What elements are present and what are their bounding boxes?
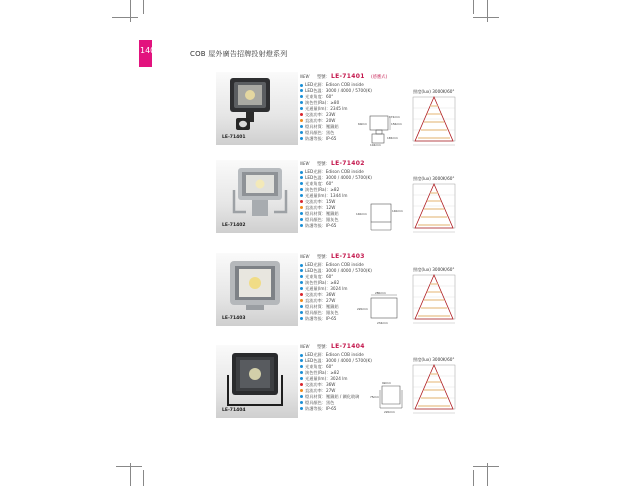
bullet-icon bbox=[300, 224, 303, 227]
product-photo bbox=[216, 345, 298, 418]
bullet-icon bbox=[300, 182, 303, 185]
model-row bbox=[300, 344, 420, 352]
bullet-icon bbox=[300, 113, 303, 116]
beam-diagram bbox=[405, 267, 465, 331]
bullet-icon bbox=[300, 365, 303, 368]
beam-title: 照度(lux) 3000K/60° bbox=[413, 357, 455, 362]
bullet-icon bbox=[300, 171, 303, 174]
spec-lumen: 光通量(lm)：3024 lm bbox=[300, 376, 420, 382]
spec-material: 燈具材質：壓鑄鋁 bbox=[300, 124, 420, 130]
spec-ip-rating: 防護等級：IP-65 bbox=[300, 316, 420, 322]
spec-lumen: 光通量(lm)：2345 lm bbox=[300, 106, 420, 112]
crop-mark-bottom-right-v bbox=[473, 470, 474, 486]
beam-diagram bbox=[405, 176, 465, 240]
page-title: COB 屋外廣告招牌投射燈系列 bbox=[190, 50, 288, 58]
bullet-icon bbox=[300, 401, 303, 404]
bullet-icon bbox=[300, 218, 303, 221]
model-note: (感應式) bbox=[371, 75, 388, 80]
bullet-icon bbox=[300, 131, 303, 134]
bullet-icon bbox=[300, 125, 303, 128]
bullet-icon bbox=[300, 311, 303, 314]
model-code: LE-71402 bbox=[331, 160, 365, 167]
spec-color-temp: LED色溫：3000 / 4000 / 5700(K) bbox=[300, 358, 420, 364]
bullet-icon bbox=[300, 377, 303, 380]
new-tag: NEW bbox=[300, 161, 310, 166]
page-number: 140 bbox=[140, 46, 156, 55]
dim-label: 156mm bbox=[391, 122, 402, 126]
dim-label: 220mm bbox=[357, 307, 368, 311]
spec-light-source: LED光源：Edison COB inside bbox=[300, 82, 420, 88]
model-code: LE-71401 bbox=[331, 73, 365, 80]
bullet-icon bbox=[300, 206, 303, 209]
spec-material: 燈具材質：壓鑄鋁 / 鋼化玻璃 bbox=[300, 394, 420, 400]
spec-ac-power: 交流功率：15W bbox=[300, 199, 420, 205]
bullet-icon bbox=[300, 89, 303, 92]
bullet-icon bbox=[300, 389, 303, 392]
spec-ip-rating: 防護等級：IP-65 bbox=[300, 406, 420, 412]
bullet-icon bbox=[300, 188, 303, 191]
spec-lumen: 光通量(lm)：1344 lm bbox=[300, 193, 420, 199]
spec-color: 燈具顏色：銀灰色 bbox=[300, 217, 420, 223]
model-label: 型號： bbox=[317, 75, 330, 80]
model-code: LE-71404 bbox=[331, 343, 365, 350]
bullet-icon bbox=[300, 101, 303, 104]
beam-title: 照度(lux) 3000K/60° bbox=[413, 176, 455, 181]
beam-diagram bbox=[405, 357, 465, 421]
dim-label: 172mm bbox=[389, 115, 400, 119]
spec-beam-angle: 光束角度：60° bbox=[300, 181, 420, 187]
photo-model-label: LE-71404 bbox=[222, 408, 246, 413]
crop-mark-bottom-right-v2 bbox=[487, 463, 488, 486]
bullet-icon bbox=[300, 317, 303, 320]
spec-dc-power: 直流功率：20W bbox=[300, 118, 420, 124]
spec-beam-angle: 光束角度：60° bbox=[300, 274, 420, 280]
model-code: LE-71403 bbox=[331, 253, 365, 260]
spec-cri: 演色性(Ra)：≥80 bbox=[300, 100, 420, 106]
bullet-icon bbox=[300, 269, 303, 272]
model-label: 型號： bbox=[317, 162, 330, 167]
spec-dc-power: 直流功率：12W bbox=[300, 205, 420, 211]
spec-cri: 演色性(Ra)：≥82 bbox=[300, 370, 420, 376]
spec-material: 燈具材質：壓鑄鋁 bbox=[300, 304, 420, 310]
spec-ac-power: 交流功率：36W bbox=[300, 292, 420, 298]
dim-label: 280mm bbox=[375, 291, 386, 295]
spec-color-temp: LED色溫：3000 / 4000 / 5700(K) bbox=[300, 175, 420, 181]
dim-label: 92mm bbox=[382, 381, 392, 385]
bullet-icon bbox=[300, 119, 303, 122]
spec-dc-power: 直流功率：27W bbox=[300, 388, 420, 394]
bullet-icon bbox=[300, 176, 303, 179]
spec-color: 燈具顏色：銀灰色 bbox=[300, 310, 420, 316]
spec-ac-power: 交流功率：36W bbox=[300, 382, 420, 388]
dim-label: 104mm bbox=[370, 143, 381, 147]
spec-beam-angle: 光束角度：60° bbox=[300, 94, 420, 100]
spec-color: 燈具顏色：黑色 bbox=[300, 400, 420, 406]
dim-label: 75mm bbox=[370, 395, 380, 399]
crop-mark-top-left-v2 bbox=[143, 0, 144, 14]
bullet-icon bbox=[300, 107, 303, 110]
spec-color-temp: LED色溫：3000 / 4000 / 5700(K) bbox=[300, 268, 420, 274]
bullet-icon bbox=[300, 264, 303, 267]
spec-cri: 演色性(Ra)：≥82 bbox=[300, 280, 420, 286]
bullet-icon bbox=[300, 275, 303, 278]
dimension-drawing bbox=[370, 380, 410, 418]
dim-label: 140mm bbox=[356, 212, 367, 216]
model-row bbox=[300, 161, 420, 169]
product-photo bbox=[216, 72, 298, 145]
spec-lumen: 光通量(lm)：3024 lm bbox=[300, 286, 420, 292]
beam-title: 照度(lux) 3000K/60° bbox=[413, 89, 455, 94]
bullet-icon bbox=[300, 84, 303, 87]
bullet-icon bbox=[300, 371, 303, 374]
spec-ip-rating: 防護等級：IP-65 bbox=[300, 136, 420, 142]
spec-light-source: LED光源：Edison COB inside bbox=[300, 262, 420, 268]
spec-material: 燈具材質：壓鑄鋁 bbox=[300, 211, 420, 217]
crop-mark-bottom-right-h bbox=[473, 466, 499, 467]
bullet-icon bbox=[300, 395, 303, 398]
crop-mark-bottom-left-v2 bbox=[143, 470, 144, 486]
bullet-icon bbox=[300, 95, 303, 98]
model-row bbox=[300, 74, 420, 82]
dim-label: 140mm bbox=[392, 209, 403, 213]
dim-label: 234mm bbox=[377, 321, 388, 325]
spec-dc-power: 直流功率：27W bbox=[300, 298, 420, 304]
spec-beam-angle: 光束角度：60° bbox=[300, 364, 420, 370]
model-row bbox=[300, 254, 420, 262]
dimension-drawing bbox=[356, 200, 404, 238]
spec-cri: 演色性(Ra)：≥82 bbox=[300, 187, 420, 193]
photo-model-label: LE-71403 bbox=[222, 316, 246, 321]
dimension-drawing bbox=[358, 113, 406, 151]
product-photo bbox=[216, 160, 298, 233]
product-photo bbox=[216, 253, 298, 326]
bullet-icon bbox=[300, 212, 303, 215]
beam-title: 照度(lux) 3000K/60° bbox=[413, 267, 455, 272]
beam-diagram bbox=[405, 89, 465, 153]
spec-ip-rating: 防護等級：IP-65 bbox=[300, 223, 420, 229]
bullet-icon bbox=[300, 354, 303, 357]
crop-mark-top-right-h bbox=[473, 17, 499, 18]
crop-mark-top-left-v bbox=[130, 0, 131, 22]
dim-label: 165mm bbox=[387, 136, 398, 140]
spec-color-temp: LED色溫：3000 / 4000 / 5700(K) bbox=[300, 88, 420, 94]
spec-ac-power: 交流功率：23W bbox=[300, 112, 420, 118]
crop-mark-top-left-h bbox=[112, 17, 138, 18]
crop-mark-top-right-v bbox=[473, 0, 474, 14]
spec-color: 燈具顏色：黑色 bbox=[300, 130, 420, 136]
bullet-icon bbox=[300, 194, 303, 197]
new-tag: NEW bbox=[300, 254, 310, 259]
bullet-icon bbox=[300, 287, 303, 290]
bullet-icon bbox=[300, 305, 303, 308]
bullet-icon bbox=[300, 137, 303, 140]
dimension-drawing bbox=[357, 290, 405, 330]
spec-light-source: LED光源：Edison COB inside bbox=[300, 352, 420, 358]
bullet-icon bbox=[300, 281, 303, 284]
crop-mark-bottom-left-h bbox=[116, 466, 142, 467]
bullet-icon bbox=[300, 407, 303, 410]
model-label: 型號： bbox=[317, 255, 330, 260]
bullet-icon bbox=[300, 299, 303, 302]
dim-label: 60mm bbox=[358, 122, 368, 126]
crop-mark-top-right-v2 bbox=[487, 0, 488, 22]
bullet-icon bbox=[300, 200, 303, 203]
model-label: 型號： bbox=[317, 345, 330, 350]
bullet-icon bbox=[300, 359, 303, 362]
photo-model-label: LE-71402 bbox=[222, 223, 246, 228]
bullet-icon bbox=[300, 293, 303, 296]
new-tag: NEW bbox=[300, 344, 310, 349]
spec-light-source: LED光源：Edison COB inside bbox=[300, 169, 420, 175]
bullet-icon bbox=[300, 383, 303, 386]
new-tag: NEW bbox=[300, 74, 310, 79]
dim-label: 220mm bbox=[384, 410, 395, 414]
photo-model-label: LE-71401 bbox=[222, 135, 246, 140]
